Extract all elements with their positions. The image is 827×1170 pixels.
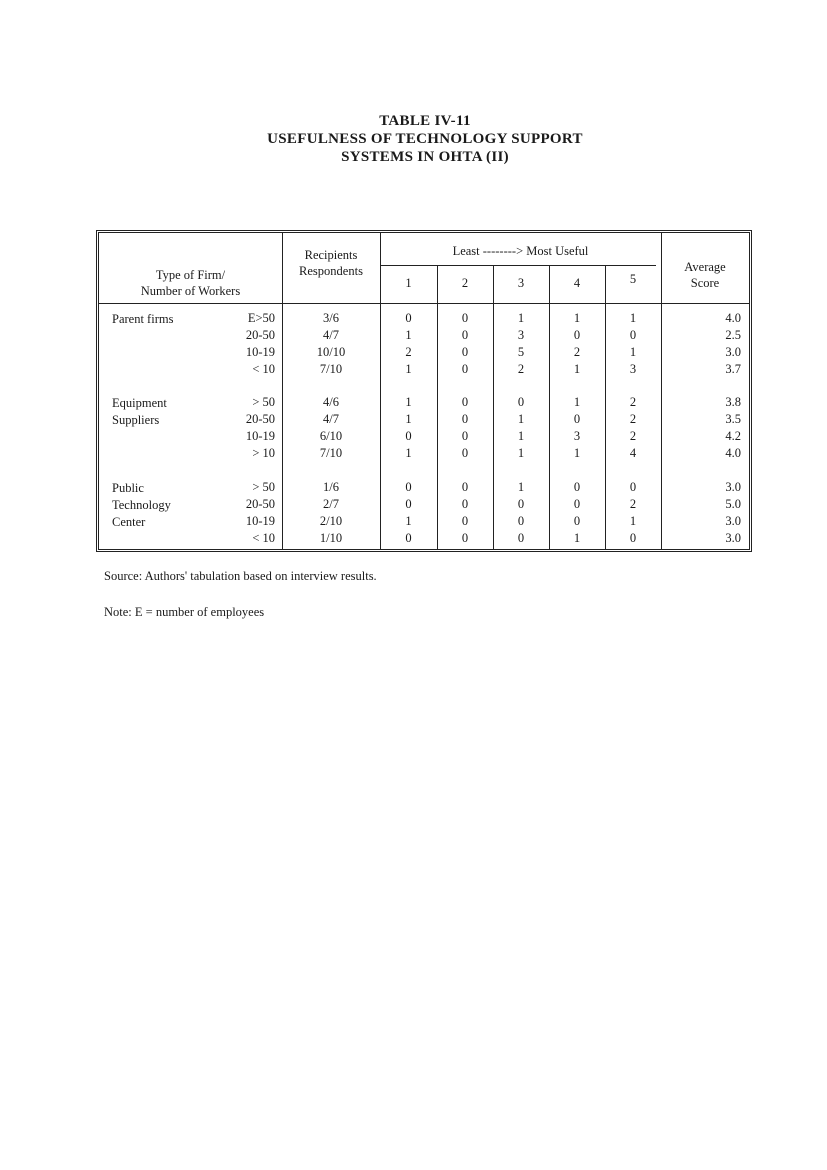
- rule-header-bottom: [99, 303, 749, 304]
- average-score-cell: 4.2: [725, 429, 741, 443]
- group-name: [112, 311, 173, 328]
- recipients-cell: 1/10: [319, 531, 343, 545]
- title-line-3: SYSTEMS IN OHTA (II): [341, 149, 509, 165]
- score-count-cell: 0: [517, 395, 525, 409]
- header-scale-3: 3: [517, 276, 525, 290]
- score-count-cell: 0: [461, 429, 469, 443]
- score-count-cell: 0: [405, 429, 412, 443]
- average-score-cell: 3.8: [725, 395, 741, 409]
- size-class: < 10: [252, 362, 275, 376]
- recipients-cell: 3/6: [323, 311, 339, 325]
- header-avg-line1: Average: [684, 260, 726, 274]
- score-count-cell: 5: [517, 345, 525, 359]
- score-count-cell: 0: [405, 311, 412, 325]
- score-count-cell: 1: [405, 514, 412, 528]
- recipients-cell: 2/10: [319, 514, 343, 528]
- score-count-cell: 1: [629, 311, 637, 325]
- header-scale-1: 1: [405, 276, 412, 290]
- header-type-line2: Number of Workers: [140, 284, 241, 298]
- score-count-cell: 1: [405, 328, 412, 342]
- recipients-cell: 10/10: [316, 345, 346, 359]
- average-score-cell: 3.5: [725, 412, 741, 426]
- recipients-cell: 7/10: [319, 446, 343, 460]
- group-name-line: Center: [112, 515, 146, 529]
- score-count-cell: 0: [573, 497, 581, 511]
- title-line-1: TABLE IV-11: [379, 113, 471, 129]
- usefulness-table: [96, 230, 752, 552]
- score-count-cell: 2: [629, 497, 637, 511]
- size-class: 20-50: [245, 412, 275, 426]
- score-count-cell: 0: [461, 362, 469, 376]
- recipients-cell: 4/7: [323, 328, 339, 342]
- title-line-2: USEFULNESS OF TECHNOLOGY SUPPORT: [267, 131, 583, 147]
- score-count-cell: 2: [629, 412, 637, 426]
- size-class: > 50: [252, 480, 275, 494]
- size-class: 10-19: [245, 514, 275, 528]
- group-name: [112, 480, 171, 531]
- score-count-cell: 1: [573, 531, 581, 545]
- size-class: 20-50: [245, 328, 275, 342]
- score-count-cell: 1: [405, 412, 412, 426]
- score-count-cell: 1: [517, 480, 525, 494]
- score-count-cell: 0: [461, 514, 469, 528]
- score-count-cell: 1: [573, 446, 581, 460]
- average-score-cell: 3.0: [725, 480, 741, 494]
- header-recip-line1: Recipients: [304, 248, 358, 262]
- score-count-cell: 0: [517, 531, 525, 545]
- score-count-cell: 4: [629, 446, 637, 460]
- header-scale-label: Least --------> Most Useful: [452, 244, 589, 258]
- size-class: > 10: [252, 446, 275, 460]
- size-class: E>50: [247, 311, 275, 325]
- table-title: [240, 112, 610, 166]
- header-recip-line2: Respondents: [299, 264, 363, 278]
- score-count-cell: 1: [629, 345, 637, 359]
- score-count-cell: 1: [405, 395, 412, 409]
- score-count-cell: 0: [405, 480, 412, 494]
- score-count-cell: 0: [461, 446, 469, 460]
- score-count-cell: 0: [629, 531, 637, 545]
- score-count-cell: 0: [461, 311, 469, 325]
- header-recipients: [282, 247, 380, 279]
- rule-scale-header: [380, 265, 656, 266]
- recipients-cell: 4/7: [323, 412, 339, 426]
- recipients-cell: 6/10: [319, 429, 343, 443]
- header-scale-5: 5: [629, 272, 637, 286]
- score-count-cell: 0: [461, 395, 469, 409]
- footnote: Note: E = number of employees: [104, 605, 265, 619]
- recipients-cell: 1/6: [323, 480, 339, 494]
- score-count-cell: 1: [517, 311, 525, 325]
- score-count-cell: 3: [573, 429, 581, 443]
- score-count-cell: 3: [629, 362, 637, 376]
- average-score-cell: 3.0: [725, 514, 741, 528]
- size-class: < 10: [252, 531, 275, 545]
- score-count-cell: 0: [405, 497, 412, 511]
- score-count-cell: 2: [629, 395, 637, 409]
- score-count-cell: 1: [629, 514, 637, 528]
- group-name-line: Suppliers: [112, 413, 160, 427]
- size-class: 10-19: [245, 429, 275, 443]
- average-score-cell: 4.0: [725, 311, 741, 325]
- header-scale-2: 2: [461, 276, 469, 290]
- size-class: 10-19: [245, 345, 275, 359]
- group-name-line: Public: [112, 481, 144, 495]
- score-count-cell: 1: [517, 446, 525, 460]
- score-count-cell: 2: [629, 429, 637, 443]
- header-average: [661, 259, 749, 291]
- source-note: Source: Authors' tabulation based on interview results.: [104, 569, 377, 583]
- header-type-line1: Type of Firm/: [155, 268, 226, 282]
- recipients-cell: 4/6: [323, 395, 339, 409]
- average-score-cell: 3.0: [725, 345, 741, 359]
- score-count-cell: 0: [461, 497, 469, 511]
- recipients-cell: 7/10: [319, 362, 343, 376]
- header-scale-4: 4: [573, 276, 581, 290]
- header-avg-line2: Score: [690, 276, 720, 290]
- group-name-line: Equipment: [112, 396, 167, 410]
- score-count-cell: 1: [405, 446, 412, 460]
- score-count-cell: 0: [573, 514, 581, 528]
- score-count-cell: 0: [573, 480, 581, 494]
- average-score-cell: 3.0: [725, 531, 741, 545]
- score-count-cell: 1: [573, 395, 581, 409]
- score-count-cell: 2: [405, 345, 412, 359]
- score-count-cell: 1: [517, 429, 525, 443]
- score-count-cell: 0: [405, 531, 412, 545]
- score-count-cell: 0: [517, 514, 525, 528]
- average-score-cell: 4.0: [725, 446, 741, 460]
- score-count-cell: 0: [461, 345, 469, 359]
- score-count-cell: 0: [461, 328, 469, 342]
- score-count-cell: 0: [629, 328, 637, 342]
- score-count-cell: 1: [573, 362, 581, 376]
- average-score-cell: 5.0: [725, 497, 741, 511]
- score-count-cell: 0: [461, 480, 469, 494]
- score-count-cell: 1: [517, 412, 525, 426]
- score-count-cell: 2: [517, 362, 525, 376]
- score-count-cell: 0: [517, 497, 525, 511]
- score-count-cell: 3: [517, 328, 525, 342]
- size-class: > 50: [252, 395, 275, 409]
- score-count-cell: 0: [573, 328, 581, 342]
- score-count-cell: 2: [573, 345, 581, 359]
- score-count-cell: 1: [573, 311, 581, 325]
- average-score-cell: 2.5: [725, 328, 741, 342]
- score-count-cell: 0: [629, 480, 637, 494]
- score-count-cell: 0: [461, 531, 469, 545]
- score-count-cell: 0: [461, 412, 469, 426]
- group-name: [112, 395, 167, 429]
- group-name-line: Technology: [112, 498, 171, 512]
- average-score-cell: 3.7: [725, 362, 741, 376]
- score-count-cell: 1: [405, 362, 412, 376]
- size-class: 20-50: [245, 497, 275, 511]
- recipients-cell: 2/7: [323, 497, 339, 511]
- score-count-cell: 0: [573, 412, 581, 426]
- header-type: [99, 267, 282, 299]
- group-name-line: Parent firms: [112, 312, 174, 326]
